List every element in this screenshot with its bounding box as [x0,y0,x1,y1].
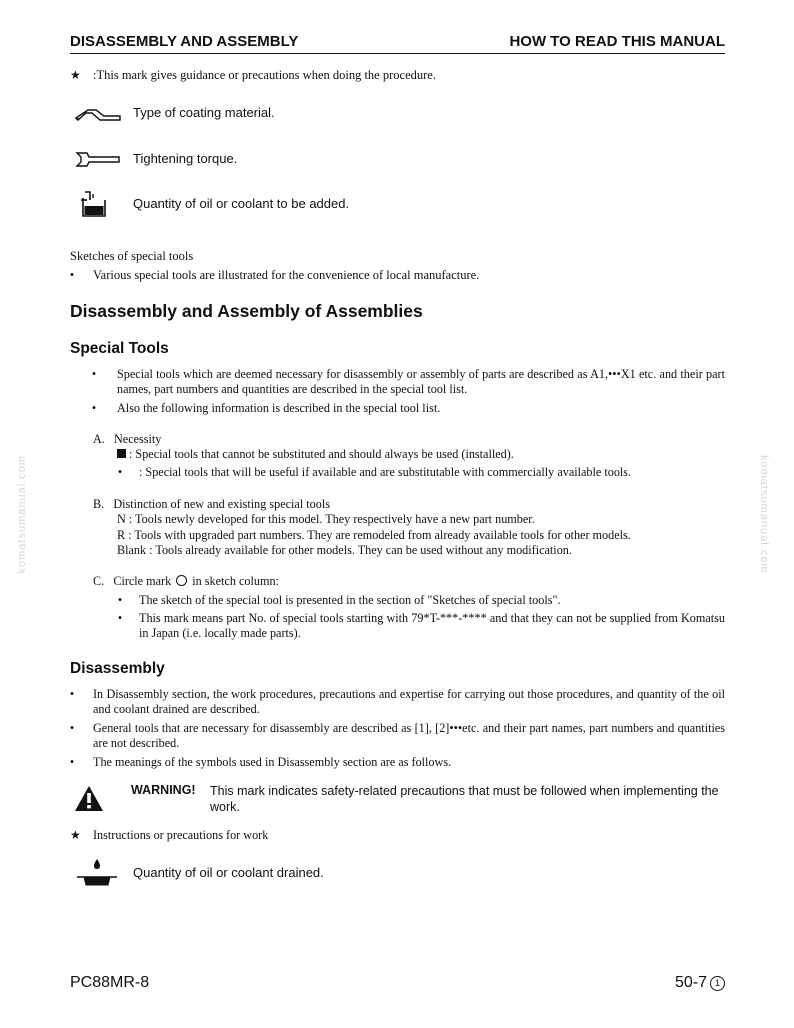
star-icon: ★ [70,828,81,842]
necessity-item-required [117,447,514,462]
filled-square-icon [117,449,126,458]
drained-label: Quantity of oil or coolant drained. [133,865,324,880]
star-icon: ★ [70,68,81,82]
warning-text: This mark indicates safety-related precautions that must be followed when implementing the work. [210,784,719,814]
distinction-blank: Blank : Tools already available for other models. They can be used without any modification. [117,543,572,557]
special-tools-bullet-1: Special tools which are deemed necessary for disassembly or assembly of parts are described as A1,•••X1 etc. and their part names, part numbers and quantities are described in the special tool list. [117,367,725,397]
special-tools-bullet-2: Also the following information is described in the special tool list. [117,401,441,415]
footer-page [675,974,725,992]
header-section-title: DISASSEMBLY AND ASSEMBLY [70,33,299,50]
footer-page-number: 50-7 [674,974,707,991]
disassembly-bullet-1: In Disassembly section, the work procedures, precautions and expertise for carrying out those procedures, and quantity of the oil and coolant drained are described. [93,687,725,717]
wrench-torque-icon [75,150,121,173]
revision-badge: 1 [710,976,725,991]
circle-mark-icon [176,575,187,586]
necessity-item-optional-text: : Special tools that will be useful if available and are substitutable with commercially available tools. [139,465,632,479]
coating-material-icon [74,104,122,127]
symbol-label-torque: Tightening torque. [133,151,238,166]
symbol-label-coating: Type of coating material. [133,105,275,120]
necessity-item-required-text: : Special tools that cannot be substituted and should always be used (installed). [129,447,514,461]
bullet-dot: • [69,721,75,735]
circle-mark-label-post: in sketch column: [192,574,279,588]
footer-model: PC88MR-8 [70,974,150,991]
warning-triangle-icon [74,785,104,817]
instructions-star-text: Instructions or precautions for work [93,828,269,842]
distinction-n: N : Tools newly developed for this model. They respectively have a new part number. [117,512,535,526]
distinction-r: R : Tools with upgraded part numbers. They are remodeled from already available tools for other models. [117,528,631,542]
oil-drain-icon [76,857,118,892]
special-tools-heading: Special Tools [70,340,169,357]
circle-mark-label [93,574,279,589]
bullet-dot: • [69,687,75,701]
bullet-dot: • [117,465,123,479]
disassembly-bullet-3: The meanings of the symbols used in Disassembly section are as follows. [93,755,452,769]
warning-label: WARNING! [131,783,196,797]
bullet-dot: • [117,593,123,607]
watermark-right: komatsumanual.com [758,455,770,574]
sketch-heading: Sketches of special tools [70,249,194,263]
disassembly-heading: Disassembly [70,660,165,677]
circle-mark-bullet-1: The sketch of the special tool is presented in the section of "Sketches of special tools". [139,593,561,607]
disassembly-bullet-2: General tools that are necessary for disassembly are described as [1], [2]•••etc. and their part names, part numbers and quantities are not described. [93,721,725,751]
circle-mark-label-pre: C. Circle mark [93,574,172,588]
watermark-left: komatsumanual.com [16,455,28,574]
necessity-label: A. Necessity [93,432,162,446]
symbol-label-oil-added: Quantity of oil or coolant to be added. [133,196,350,211]
bullet-dot: • [69,268,75,282]
bullet-dot: • [91,367,97,381]
header-manual-title: HOW TO READ THIS MANUAL [509,33,725,50]
oil-can-add-icon [79,190,109,223]
star-note-text: :This mark gives guidance or precautions when doing the procedure. [93,68,436,82]
circle-mark-bullet-2: This mark means part No. of special tools starting with 79*T-***-**** and that they can not be supplied from Komatsu in Japan (i.e. locally made parts). [139,611,725,641]
bullet-dot: • [91,401,97,415]
page-header [70,33,725,54]
distinction-label: B. Distinction of new and existing special tools [93,497,330,511]
bullet-dot: • [117,611,123,625]
sketch-bullet-text: Various special tools are illustrated for the convenience of local manufacture. [93,268,480,282]
bullet-dot: • [69,755,75,769]
star-note-line [70,68,81,84]
section-title: Disassembly and Assembly of Assemblies [70,301,423,321]
